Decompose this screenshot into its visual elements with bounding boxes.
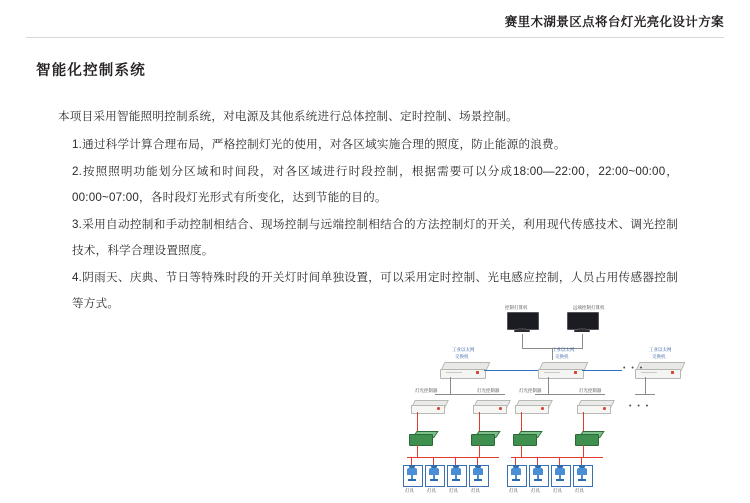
label-lamp: 灯具	[575, 488, 584, 493]
wire-lamp-drop-2	[433, 457, 434, 465]
label-lamp: 灯具	[405, 488, 414, 493]
label-remote-monitor: 远端控制打算机	[573, 305, 605, 310]
wire-lamp-drop-1	[411, 457, 412, 465]
wire-driver2-down	[479, 445, 480, 457]
wire-dimmer-bus-1	[435, 394, 505, 395]
label-switch-2b: 交换机	[555, 354, 569, 359]
label-lamp: 灯具	[471, 488, 480, 493]
label-switch-1: 工业以太网	[452, 347, 475, 352]
label-switch-1b: 交换机	[455, 354, 469, 359]
lamp-fixture	[469, 465, 487, 487]
lamp-fixture	[529, 465, 547, 487]
wire-driver1-down	[417, 445, 418, 457]
label-lamp: 灯具	[531, 488, 540, 493]
ethernet-switch-2	[538, 362, 582, 377]
light-controller-3	[515, 400, 547, 412]
wire-switch2-switch3	[582, 370, 622, 371]
wire-lamp-bus-left	[407, 457, 499, 458]
wire-remote-to-bus	[582, 334, 583, 348]
label-dimmer-4: 灯光控制器	[579, 388, 602, 393]
label-lamp: 灯具	[449, 488, 458, 493]
remote-monitor-icon	[567, 312, 597, 332]
header-divider	[26, 37, 724, 38]
label-lamp: 灯具	[427, 488, 436, 493]
led-driver-3	[513, 431, 535, 445]
label-switch-3: 工业以太网	[649, 347, 672, 352]
lamp-fixture	[507, 465, 525, 487]
paragraph-intro: 本项目采用智能照明控制系统，对电源及其他系统进行总体控制、定时控制、场景控制。	[58, 110, 518, 123]
paragraph-item-4: 4.阴雨天、庆典、节日等特殊时段的开关灯时间单独设置，可以采用定时控制、光电感应控制，人员占用传感器控制等方式。	[72, 271, 678, 310]
light-controller-2	[473, 400, 505, 412]
wire-switch2-down	[548, 377, 549, 394]
paragraph-item-3: 3.采用自动控制和手动控制相结合、现场控制与远端控制相结合的方法控制灯的开关，利用现代传感技术、调光控制技术，科学合理设置照度。	[72, 218, 678, 257]
wire-switch1-switch2	[484, 370, 538, 371]
label-control-host: 控制打算机	[505, 305, 528, 310]
lamp-fixture	[573, 465, 591, 487]
ethernet-switch-1	[440, 362, 484, 377]
lamp-fixture	[551, 465, 569, 487]
label-dimmer-3: 灯光控制器	[519, 388, 542, 393]
wire-lamp-drop-7	[559, 457, 560, 465]
section-title: 智能化控制系统	[36, 63, 146, 79]
label-dimmer-1: 灯光控制器	[415, 388, 438, 393]
label-lamp: 灯具	[509, 488, 518, 493]
header-title: 赛里木湖景区点将台灯光亮化设计方案	[504, 15, 724, 29]
wire-lamp-drop-3	[455, 457, 456, 465]
label-switch-2: 工业以太网	[552, 347, 575, 352]
lamp-fixture	[425, 465, 443, 487]
wire-switch3-down	[645, 377, 646, 394]
light-controller-4	[577, 400, 609, 412]
led-driver-2	[471, 431, 493, 445]
light-controller-1	[411, 400, 443, 412]
wire-lamp-drop-6	[537, 457, 538, 465]
wire-dimmer-bus-3	[635, 394, 655, 395]
wire-driver3-down	[521, 445, 522, 457]
ellipsis-switch-row: • • •	[623, 365, 645, 372]
lamp-fixture	[403, 465, 421, 487]
ellipsis-controller-row: • • •	[629, 403, 651, 410]
wire-driver4-down	[583, 445, 584, 457]
label-lamp: 灯具	[553, 488, 562, 493]
led-driver-1	[409, 431, 431, 445]
label-dimmer-2: 灯光控制器	[477, 388, 500, 393]
control-host-monitor-icon	[507, 312, 537, 332]
label-switch-3b: 交换机	[652, 354, 666, 359]
system-topology-diagram	[395, 300, 735, 500]
wire-lamp-drop-8	[581, 457, 582, 465]
wire-lamp-drop-4	[477, 457, 478, 465]
wire-lamp-drop-5	[515, 457, 516, 465]
paragraph-item-1: 1.通过科学计算合理布局，严格控制灯光的使用，对各区域实施合理的照度，防止能源的浪费。	[72, 137, 566, 151]
wire-host-to-bus	[522, 334, 523, 348]
led-driver-4	[575, 431, 597, 445]
lamp-fixture	[447, 465, 465, 487]
wire-lamp-bus-right	[511, 457, 603, 458]
wire-switch1-down	[450, 377, 451, 394]
wire-dimmer-bus-2	[535, 394, 605, 395]
page-header	[0, 0, 750, 38]
paragraph-item-2: 2.按照照明功能划分区域和时间段，对各区域进行时段控制，根据需要可以分成18:00—22:00，22:00~00:00，00:00~07:00，各时段灯光形式有所变化，达到节能的目的。	[72, 165, 678, 204]
body-text	[58, 104, 678, 318]
